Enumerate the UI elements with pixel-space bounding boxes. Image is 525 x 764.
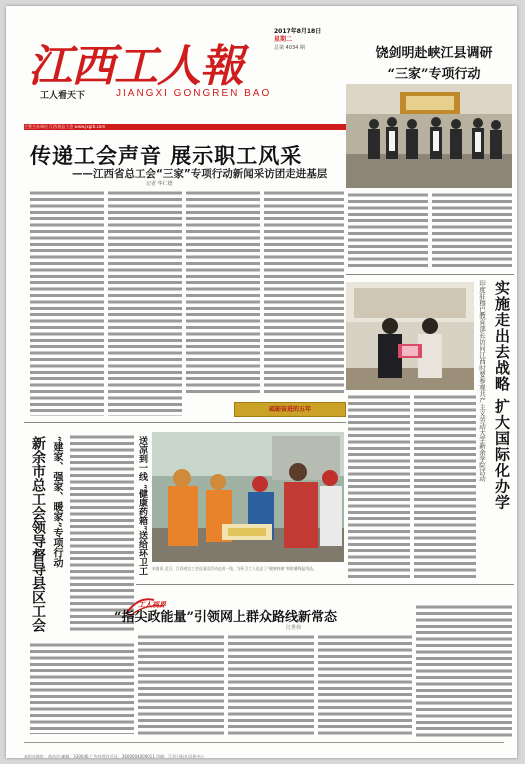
divider: [24, 422, 346, 423]
banner-strip: [234, 402, 346, 417]
masthead: [24, 20, 272, 104]
bottom-body-col-4: [416, 604, 512, 738]
lead-body-col-4: [264, 190, 344, 396]
issue-number: 总第 4034 期: [274, 45, 305, 51]
divider: [136, 584, 514, 585]
lead-body-col-2: [108, 190, 182, 416]
bottom-byline: 江世伟: [286, 625, 302, 631]
lead-byline: 记者 华仁德: [146, 181, 173, 187]
left-bottom-subtitle: “建家、强家、暖家”专项行动: [51, 436, 62, 568]
right-top-body-col-2: [432, 192, 512, 270]
info-bar: [24, 124, 346, 130]
masthead-pinyin: JIANGXI GONGREN BAO: [116, 88, 272, 99]
right-mid-body-col-2: [414, 394, 476, 580]
sanitation-workers-photo: [152, 432, 344, 562]
right-top-headline-line2: “三家”专项行动: [387, 67, 481, 82]
photo-caption: 本报讯 近日，江西省总工会送清凉活动走进一线，为环卫工人送去了“健康药箱”和防暑降温用品。: [152, 566, 317, 571]
issue-info: [274, 28, 344, 52]
banner-strip-text: 砥砺奋进的五年: [268, 406, 311, 413]
info-bar-text: 主管主办单位 江西省总工会 www.jxgrb.com: [24, 124, 106, 129]
right-top-headline-line1: 饶剑明赴峡江县调研: [375, 46, 493, 61]
right-top-body-col-1: [348, 192, 428, 270]
right-mid-subtitle: 印度驻穆巴教育部长访问江西时要参观共产主义劳动大学新余学院活动: [478, 280, 486, 482]
handshake-photo: [346, 282, 474, 390]
right-mid-headline[interactable]: 实施走出去战略 扩大国际化办学: [493, 280, 511, 511]
masthead-title: 江西工人報: [28, 41, 243, 92]
left-bottom-headline[interactable]: 新余市总工会领导督导县区工会: [30, 436, 46, 632]
masthead-motto: 工人看天下: [40, 91, 86, 101]
meeting-photo: [346, 84, 512, 188]
bottom-body-col-1: [138, 634, 224, 738]
column-logo-text: 工人视界: [138, 601, 166, 609]
lead-body-col-3: [186, 190, 260, 396]
right-mid-body-col-1: [348, 394, 410, 580]
newspaper-page: [6, 6, 517, 758]
divider: [346, 274, 514, 275]
bottom-body-col-3: [318, 634, 412, 738]
photo-story-title[interactable]: 送凉到一线 “健康药箱”送给环卫工: [137, 436, 147, 576]
issue-weekday: 星期二: [274, 36, 293, 43]
footer-text: 本报社地址：南昌市 邮编：330046 广告经营许可证：3600004000011 印刷：江西日报社印务中心: [24, 754, 205, 758]
issue-date: 2017年8月18日: [274, 28, 322, 35]
bottom-headline[interactable]: “指尖政能量”引领网上群众路线新常态: [114, 610, 337, 625]
lead-headline[interactable]: 传递工会声音 展示职工风采: [30, 143, 303, 168]
left-bottom-body-2: [30, 642, 134, 734]
lead-body-col-1: [30, 190, 104, 416]
lead-subhead: ——江西省总工会“三家”专项行动新闻采访团走进基层: [72, 168, 328, 180]
footer: [24, 742, 504, 758]
right-top-headline[interactable]: [354, 42, 514, 82]
bottom-body-col-2: [228, 634, 314, 738]
